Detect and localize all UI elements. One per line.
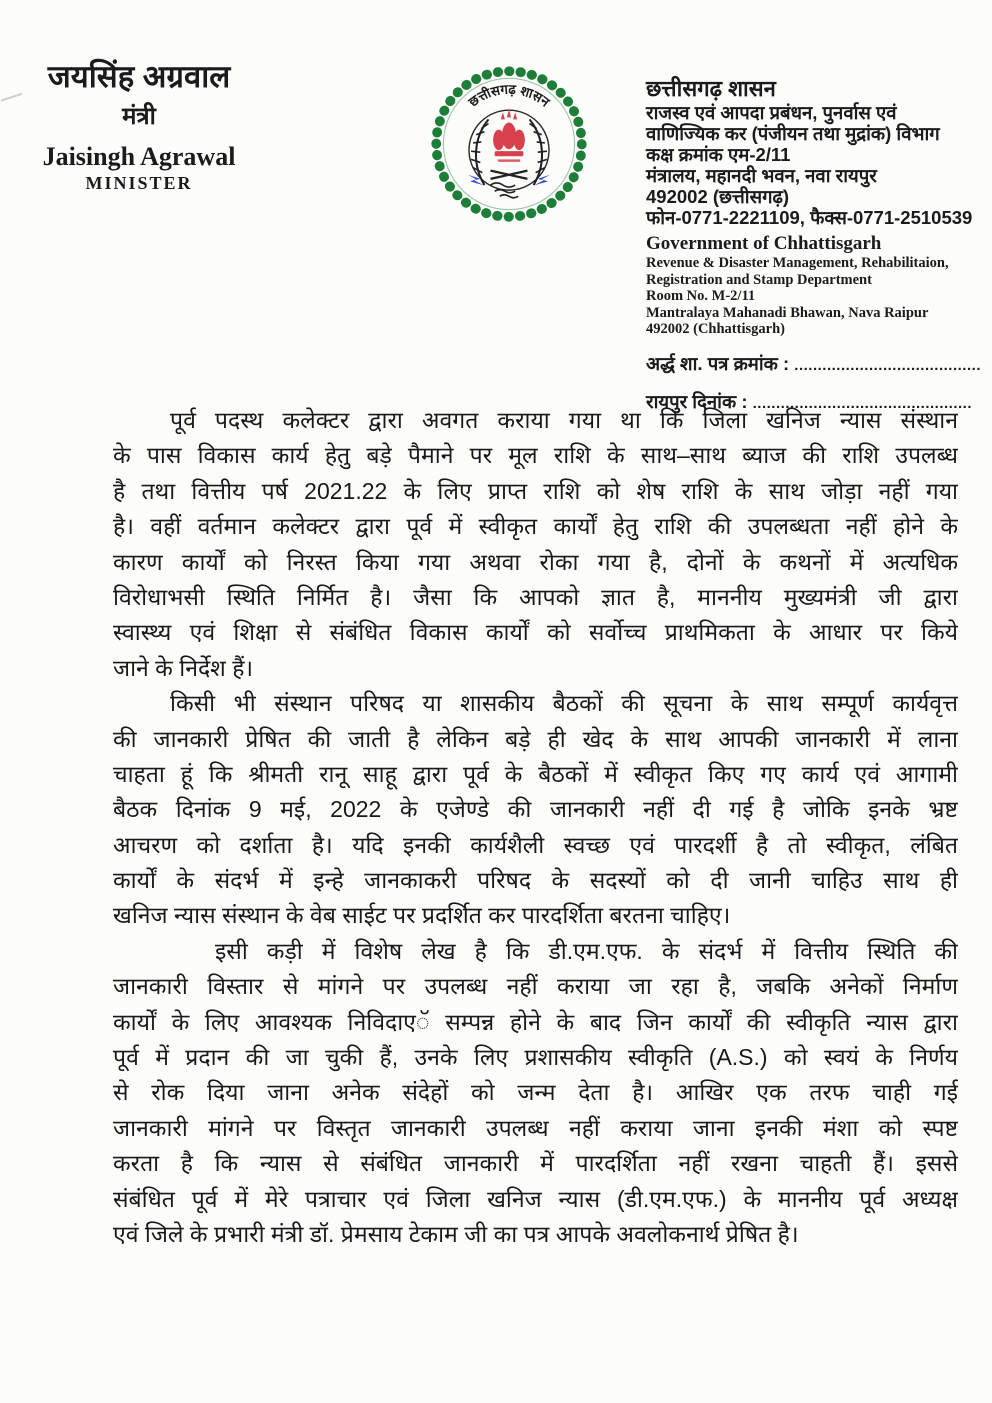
address-line-english: Mantralaya Mahanadi Bhawan, Nava Raipur <box>646 304 929 321</box>
department-address-english <box>646 233 982 338</box>
body-line: जानकारी मांगने पर विस्तृत जानकारी उपलब्ध नहीं कराया जाना इनकी मंशा को स्पष्ट <box>113 1114 958 1141</box>
body-line: पूर्व पदस्थ कलेक्टर द्वारा अवगत कराया गया था कि जिला खनिज न्यास संस्थान <box>170 407 958 433</box>
room-line-hindi: कक्ष क्रमांक एम-2/11 <box>646 144 791 165</box>
body-line: स्वास्थ्य एवं शिक्षा से संबंधित विकास कार्यों को सर्वोच्च प्राथमिकता के आधार पर किये <box>113 619 958 646</box>
govt-title-english: Government of Chhattisgarh <box>646 233 882 254</box>
seal-title-text: छत्तीसगढ़ शासन <box>465 81 553 110</box>
minister-name-english: Jaisingh Agrawal <box>42 141 236 171</box>
body-line: कार्यों के संदर्भ में इन्हे जानकाकरी परिषद के सदस्यों को दी जानी चाहिउ साथ ही <box>113 867 958 894</box>
body-line: खनिज न्यास संस्थान के वेब साईट पर प्रदर्शित कर पारदर्शिता बरतना चाहिए। <box>113 902 731 929</box>
minister-name-block <box>28 58 250 194</box>
body-line: पूर्व में प्रदान की जा चुकी हैं, उनके लिए प्रशासकीय स्वीकृति (A.S.) को स्वयं के निर्णय <box>113 1044 958 1071</box>
letter-body <box>113 403 958 1252</box>
govt-title-hindi: छत्तीसगढ़ शासन <box>646 76 776 101</box>
body-line: चाहता हूं कि श्रीमती रानू साहू द्वारा पूर्व के बैठकों में स्वीकृत किए गए कार्य एवं आगामी <box>113 760 958 787</box>
minister-title-hindi: मंत्री <box>122 102 156 130</box>
body-line: करता है कि न्यास से संबंधित जानकारी में पारदर्शिता नहीं रखना चाहती हैं। इससे <box>113 1150 958 1177</box>
body-line: संबंधित पूर्व में मेरे पत्राचार एवं जिला खनिज न्यास (डी.एम.एफ.) के माननीय पूर्व अध्यक्ष <box>113 1185 958 1212</box>
body-line: है। वहीं वर्तमान कलेक्टर द्वारा पूर्व में स्वीकृत कार्यों हेतु राशि की उपलब्धता नहीं होने के <box>113 513 958 540</box>
body-line: के पास विकास कार्य हेतु बड़े पैमाने पर मूल राशि के साथ–साथ ब्याज की राशि उपलब्ध <box>113 442 958 469</box>
address-line-hindi: मंत्रालय, महानदी भवन, नवा रायपुर <box>646 165 877 186</box>
paragraph <box>113 403 958 686</box>
ref-number-blank: ........................................ <box>794 356 981 374</box>
body-line: विरोधाभसी स्थिति निर्मित है। जैसा कि आपको ज्ञात है, माननीय मुख्यमंत्री जी द्वारा <box>113 583 958 610</box>
scan-artifact <box>1 93 26 111</box>
paragraph <box>113 934 958 1253</box>
minister-name-hindi: जयसिंह अग्रवाल <box>47 59 231 94</box>
date-label: रायपुर दिनांक : <box>646 390 748 412</box>
body-line: बैठक दिनांक 9 मई, 2022 के एजेण्डे की जानकारी नहीं दी गई है जोकि इनके भ्रष्ट <box>113 796 958 823</box>
minister-title-english: MINISTER <box>85 172 193 193</box>
body-line: कारण कार्यों को निरस्त किया गया अथवा रोका गया है, दोनों के कथनों में अत्यधिक <box>113 548 958 575</box>
letter-ref-number-field <box>646 351 982 376</box>
body-line: एवं जिले के प्रभारी मंत्री डॉ. प्रेमसाय टेकाम जी का पत्र आपके अवलोकनार्थ प्रेषित है। <box>113 1220 799 1247</box>
date-blank: ............................................... <box>752 394 973 412</box>
paragraph <box>113 686 958 934</box>
chhattisgarh-government-seal-icon <box>427 62 591 226</box>
body-line: किसी भी संस्थान परिषद या शासकीय बैठकों की सूचना के साथ सम्पूर्ण कार्यवृत्त <box>170 690 958 717</box>
body-line: से रोक दिया जाना अनेक संदेहों को जन्म देता है। आखिर एक तरफ चाही गई <box>113 1079 958 1106</box>
body-line: कार्यों के लिए आवश्यक निविदाएॅ सम्पन्न होने के बाद जिन कार्यों की स्वीकृति न्यास द्वारा <box>113 1008 958 1035</box>
body-line: है तथा वित्तीय पर्ष 2021.22 के लिए प्राप्त राशि को शेष राशि के साथ जोड़ा नहीं गया <box>113 477 958 504</box>
phone-fax-line-hindi: फोन-0771-2221109, फैक्स-0771-2510539 <box>646 207 973 228</box>
pincode-line-english: 492002 (Chhattisgarh) <box>646 321 785 337</box>
body-line: इसी कड़ी में विशेष लेख है कि डी.एम.एफ. के संदर्भ में वित्तीय स्थिति की <box>215 937 958 964</box>
body-line: की जानकारी प्रेषित की जाती है लेकिन बड़े ही खेद के साथ आपकी जानकारी में लाना <box>113 725 958 752</box>
body-line: जानकारी विस्तार से मांगने पर उपलब्ध नहीं कराया जा रहा है, जबकि अनेकों निर्माण <box>113 973 958 1000</box>
body-line: जाने के निर्देश हैं। <box>113 654 254 681</box>
pincode-line-hindi: 492002 (छत्तीसगढ़) <box>646 186 790 207</box>
dept-line-hindi: राजस्व एवं आपदा प्रबंधन, पुनर्वास एवं <box>646 102 897 123</box>
room-line-english: Room No. M-2/11 <box>646 288 756 304</box>
ref-number-label: अर्द्ध शा. पत्र क्रमांक : <box>646 352 790 374</box>
department-address-block <box>646 76 982 414</box>
dept-line-english: Revenue & Disaster Management, Rehabilitaion, <box>646 255 949 271</box>
ashoka-lions-icon <box>493 109 525 162</box>
dept-line-english: Registration and Stamp Department <box>646 271 872 288</box>
body-line: आचरण को दर्शाता है। यदि इनकी कार्यशैली स्वच्छ एवं पारदर्शी है तो स्वीकृत, लंबित <box>113 831 958 858</box>
dept-line-hindi: वाणिज्यिक कर (पंजीयन तथा मुद्रांक) विभाग <box>646 123 940 144</box>
